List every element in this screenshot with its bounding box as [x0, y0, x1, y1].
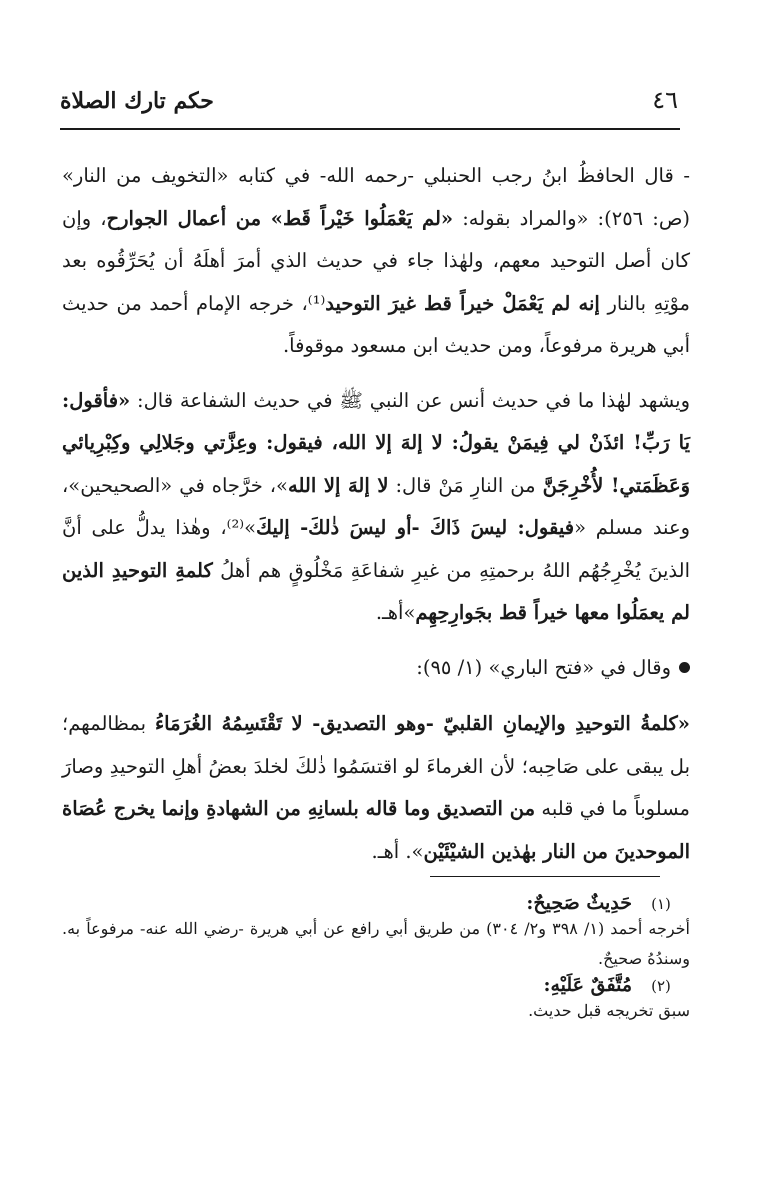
bold-run: من التصديق وما قاله بلسانِهِ من الشهادةِ وإنما يخرج عُصَاة الموحدينَ من النار بهٰذين الشيْئَيْن — [62, 797, 690, 863]
bold-run: إنه لم يَعْمَلْ خيراً قط غيرَ التوحيد — [325, 291, 600, 315]
footnotes — [62, 892, 690, 1026]
bold-run: فيقول: ليسَ ذَاكَ -أو ليسَ ذٰلكَ- إليكَ — [256, 516, 575, 539]
text-run: »أهـ. — [375, 601, 416, 624]
footnote-heading: مُتَّفَقٌ عَلَيْهِ: — [543, 974, 632, 996]
text-run: »⁽²⁾، وهٰذا يدلُّ على أنَّ الذينَ يُخْرِجُهُم اللهُ برحمتِهِ من غيرِ شفاعَةِ مَخْلُوقٍ هم أهلُ — [62, 516, 690, 582]
text-run: »، خرَّجاه في «الصحيحين»، وعند مسلم « — [62, 473, 690, 539]
running-title: حكم تارك الصلاة — [60, 88, 214, 114]
text-run: ويشهد لهٰذا ما في حديث أنس عن النبي ﷺ في حديث الشفاعة قال: — [130, 388, 690, 412]
paragraph-shafaah-hadith — [62, 380, 690, 635]
bullet-icon — [679, 662, 690, 673]
bold-run: كلمةِ التوحيدِ الذين لم يعمَلُوا معها خيراً قط بجَوارِحِهِم — [62, 558, 690, 624]
text-run: ، وإن كان أصل التوحيد معهم، ولهٰذا جاء في حديث الذي أمرَ أهلَهُ أن يُحَرِّقُوه بعد موْتِهِ بالنار — [62, 206, 691, 315]
footnote-2-text: سبق تخريجه قبل حديث. — [528, 1001, 690, 1020]
text-run: بمظالمهم؛ بل يبقى على صَاحِبه؛ لأن الغرماءَ لو اقتسَمُوا ذٰلكَ لخلدَ بعضُ أهلِ التوحيدِ وصارَ مسلوباً ما في قلبه — [62, 712, 690, 820]
text-run: وقال في «فتح الباري» (١/ ٩٥): — [416, 655, 671, 679]
page-header — [60, 84, 680, 130]
text-run: من النارِ مَنْ قال: — [388, 473, 543, 497]
footnote-number: (٢) — [651, 977, 671, 995]
paragraph-fath-albari-intro — [62, 647, 690, 690]
bold-run: «فأقول: يَا رَبِّ! ائذَنْ لي فِيمَنْ يقولُ: لا إلهَ إلا الله، فيقول: وعِزَّتي وجَلالِي وكِبْرِيائي وَعَظَمَتي! لأُخْرِجَنَّ — [62, 388, 691, 497]
paragraph-ibn-rajab — [62, 155, 690, 368]
paragraph-fath-albari-quote — [62, 703, 690, 873]
text-run: ». أهـ. — [371, 839, 424, 863]
bold-run: لا إلهَ إلا الله — [288, 473, 389, 497]
footnote-2-header — [62, 974, 690, 996]
footnote-heading: حَدِيثٌ صَحِيحٌ: — [526, 892, 632, 914]
page-number: ٤٦ — [652, 86, 678, 114]
text-run: ⁽¹⁾، خرجه الإمام أحمد من حديث أبي هريرة مرفوعاً، ومن حديث ابن مسعود موقوفاً. — [62, 291, 690, 357]
footnote-number: (١) — [651, 895, 671, 913]
footnote-1-text: أخرجه أحمد (١/ ٣٩٨ و٢/ ٣٠٤) من طريق أبي رافع عن أبي هريرة -رضي الله عنه- مرفوعاً به. وسندُهُ صحيحٌ. — [62, 919, 690, 968]
main-text — [62, 155, 690, 873]
bold-run: «لم يَعْمَلُوا خَيْراً قَط» من أعمال الجوارح — [106, 206, 454, 230]
footnote-1-header — [62, 892, 690, 914]
text-run: - قال الحافظُ ابنُ رجب الحنبلي -رحمه الله- في كتابه «التخويف من النار» (ص: ٢٥٦): «والمراد بقوله: — [62, 164, 690, 230]
bold-run: «كلمةُ التوحيدِ والإيمانِ القلبيّ -وهو التصديق- لا تَقْتَسِمُهُ الغُرَمَاءُ — [155, 712, 690, 735]
footnote-divider — [430, 876, 660, 877]
